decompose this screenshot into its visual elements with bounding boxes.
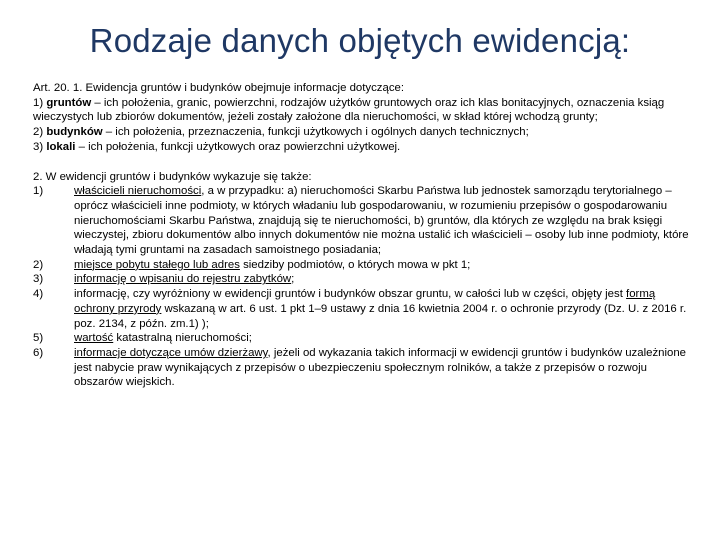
section2-item-2-underlined: miejsce pobytu stałego lub adres (74, 258, 240, 271)
section2-item-4-text: wskazaną w art. 6 ust. 1 pkt 1–9 ustawy z dnia 16 kwietnia 2004 r. o ochronie przyrody (Dz. U. z 2016 r. poz. 2134, z późn. zm.1) ); (74, 302, 687, 330)
article-item-3-number: 3) (33, 140, 44, 153)
section2-item-2 (33, 258, 693, 273)
article-item-2 (33, 125, 693, 140)
section2-item-6-number: 6) (33, 346, 44, 359)
section2-item-4 (33, 287, 693, 331)
section2-item-5-number: 5) (33, 332, 44, 345)
section2-item-4-body (74, 287, 693, 331)
section2-item-3-number: 3) (33, 273, 44, 286)
section2-item-1-body (74, 184, 693, 258)
section2-item-4-pre: informację, czy wyróżniony w ewidencji gruntów i budynków obszar gruntu, w całości lub w części, objęty jest (74, 288, 627, 301)
article-item-1 (33, 96, 693, 125)
article-item-2-term: budynków (46, 126, 103, 139)
section2-item-6-body (74, 346, 693, 390)
section2-item-6 (33, 346, 693, 390)
paragraph-gap (33, 155, 693, 170)
slide-title: Rodzaje danych objętych ewidencją: (89, 22, 631, 59)
section2-item-4-number: 4) (33, 288, 44, 301)
article-item-1-term: gruntów (46, 96, 92, 109)
section2-item-5 (33, 331, 693, 346)
section2-item-2-text: siedziby podmiotów, o których mowa w pkt 1; (239, 258, 471, 271)
section2-item-2-body (74, 258, 693, 273)
section2-item-5-underlined: wartość (74, 332, 114, 345)
slide-body (33, 81, 693, 390)
article-item-3 (33, 140, 693, 155)
section2-item-1-number: 1) (33, 185, 44, 198)
section2-item-3-text: ; (291, 273, 295, 286)
section2-item-6-underlined: informacje dotyczące umów dzierżawy (74, 346, 268, 359)
article-item-1-text: – ich położenia, granic, powierzchni, rodzajów użytków gruntowych oraz ich klas bonitacyjnych, oznaczenia ksiąg wieczystych lub zbiorów dokumentów, jeżeli zostały założone dla nieruchomości, w skład której wchodzą grunty; (33, 96, 665, 124)
section2-item-3-body (74, 272, 693, 287)
section2-item-1-text: , a w przypadku: a) nieruchomości Skarbu Państwa lub jednostek samorządu terytorialnego – oprócz właścicieli inne podmioty, w których władaniu lub gospodarowaniu, w rozumieniu przepisów o gospodarowaniu nieruchomościami Skarbu Państwa, znajdują się te nieruchomości, b) gruntów, dla których ze względu na brak księgi wieczystej, zbioru dokumentów albo innych dokumentów nie można ustalić ich właścicieli – osoby lub inne podmioty, które władają tymi gruntami na zasadach samoistnego posiadania; (74, 185, 689, 257)
section2-item-2-number: 2) (33, 258, 44, 271)
article-intro: Art. 20. 1. Ewidencja gruntów i budynków obejmuje informacje dotyczące: (33, 82, 405, 94)
section2-item-1-underlined: właścicieli nieruchomości (74, 185, 202, 198)
section2-item-5-text: katastralną nieruchomości; (113, 332, 252, 345)
section2-item-3-underlined: informację o wpisaniu do rejestru zabytków (74, 273, 292, 286)
article-item-3-term: lokali (46, 140, 76, 153)
article-item-3-text: – ich położenia, funkcji użytkowych oraz powierzchni użytkowej. (75, 140, 401, 153)
section2-item-1 (33, 184, 693, 258)
section2-item-5-body (74, 331, 693, 346)
section2-item-4-underlined: formą ochrony przyrody (74, 288, 656, 315)
section2-intro: 2. W ewidencji gruntów i budynków wykazuje się także: (33, 170, 312, 183)
article-item-2-number: 2) (33, 126, 44, 139)
article-item-1-number: 1) (33, 96, 44, 109)
section2-item-6-text: , jeżeli od wykazania takich informacji w ewidencji gruntów i budynków uzależnione jest nabycie praw wynikających z przepisów o ubezpieczeniu społecznym rolników, a także z przepisów o rozwoju obszarów wiejskich. (74, 346, 687, 389)
section2-item-3 (33, 272, 693, 287)
article-item-2-text: – ich położenia, przeznaczenia, funkcji użytkowych i ogólnych danych technicznych; (102, 126, 529, 139)
